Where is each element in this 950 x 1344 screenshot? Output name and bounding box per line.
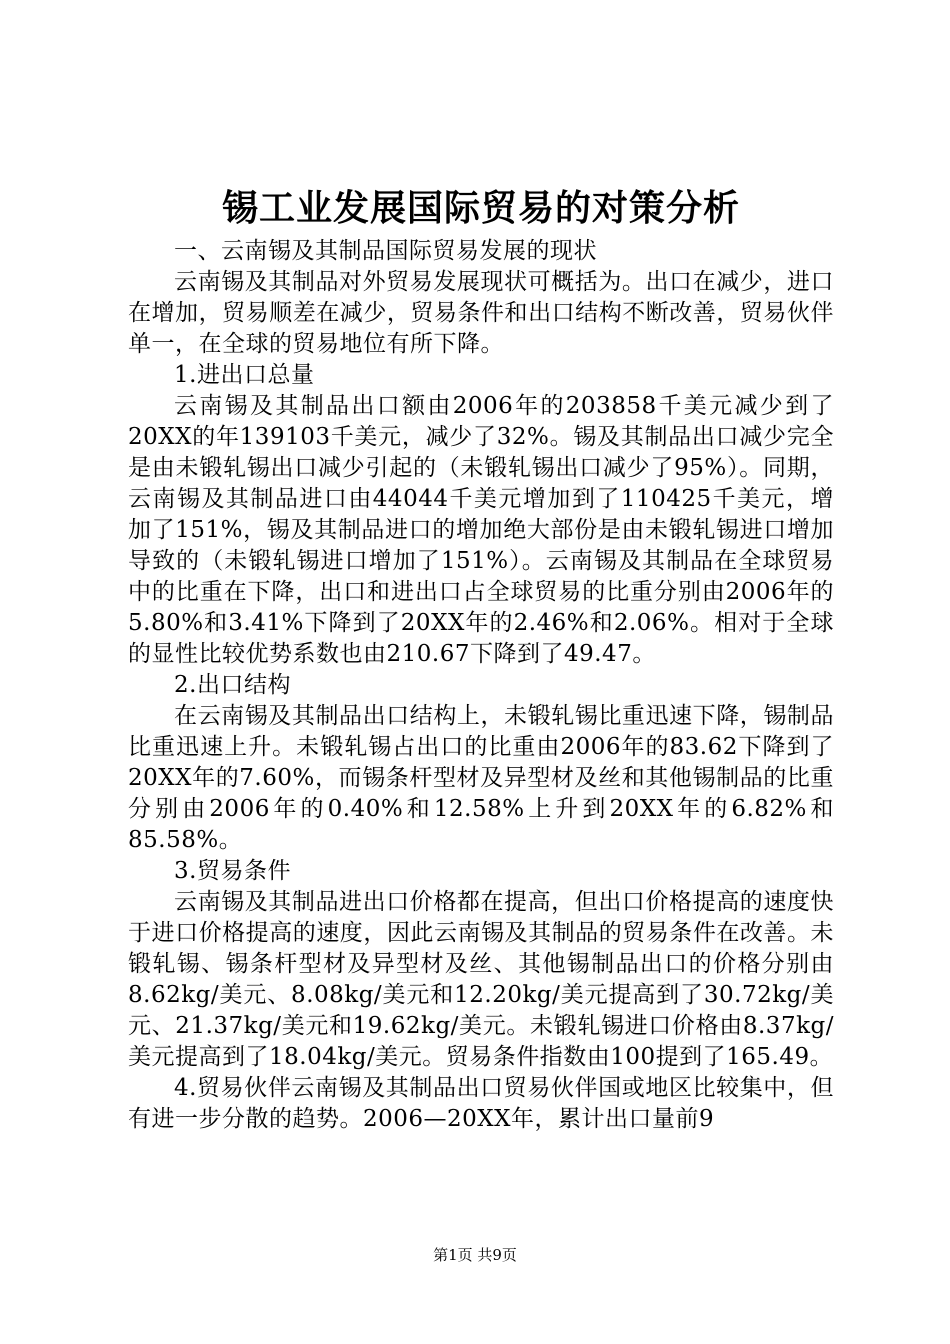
paragraph: 云南锡及其制品对外贸易发展现状可概括为。出口在减少，进口在增加，贸易顺差在减少，贸易条件和出口结构不断改善，贸易伙伴单一，在全球的贸易地位有所下降。 — [128, 269, 834, 357]
section-heading: 一、云南锡及其制品国际贸易发展的现状 — [174, 238, 597, 264]
subsection-heading: 2.出口结构 — [174, 672, 291, 698]
document-body — [128, 236, 834, 1135]
paragraph: 4.贸易伙伴云南锡及其制品出口贸易伙伴国或地区比较集中，但有进一步分散的趋势。2006—20XX年，累计出口量前9 — [128, 1075, 834, 1132]
subsection-heading: 3.贸易条件 — [174, 858, 291, 884]
document-title: 锡工业发展国际贸易的对策分析 — [221, 187, 740, 229]
subsection-heading: 1.进出口总量 — [174, 362, 315, 388]
paragraph: 云南锡及其制品进出口价格都在提高，但出口价格提高的速度快于进口价格提高的速度，因此云南锡及其制品的贸易条件在改善。未锻轧锡、锡条杆型材及异型材及丝、其他锡制品出口的价格分别由8.62kg/美元、8.08kg/美元和12.20kg/美元提高到了30.72kg/美元、21.37kg/美元和19.62kg/美元。未锻轧锡进口价格由8.37kg/美元提高到了18.04kg/美元。贸易条件指数由100提到了165.49。 — [128, 889, 834, 1070]
page-footer: 第1页 共9页 — [433, 1246, 517, 1264]
paragraph: 在云南锡及其制品出口结构上，未锻轧锡比重迅速下降，锡制品比重迅速上升。未锻轧锡占出口的比重由2006年的83.62下降到了20XX年的7.60%，而锡条杆型材及异型材及丝和其他锡制品的比重分别由2006年的0.40%和12.58%上升到20XX年的6.82%和85.58%。 — [128, 703, 834, 853]
paragraph: 云南锡及其制品出口额由2006年的203858千美元减少到了20XX的年139103千美元，减少了32%。锡及其制品出口减少完全是由未锻轧锡出口减少引起的（未锻轧锡出口减少了95%）。同期，云南锡及其制品进口由44044千美元增加到了110425千美元，增加了151%，锡及其制品进口的增加绝大部份是由未锻轧锡进口增加导致的（未锻轧锡进口增加了151%）。云南锡及其制品在全球贸易中的比重在下降，出口和进出口占全球贸易的比重分别由2006年的5.80%和3.41%下降到了20XX年的2.46%和2.06%。相对于全球的显性比较优势系数也由210.67下降到了49.47。 — [128, 393, 834, 667]
document-page — [128, 182, 834, 1135]
